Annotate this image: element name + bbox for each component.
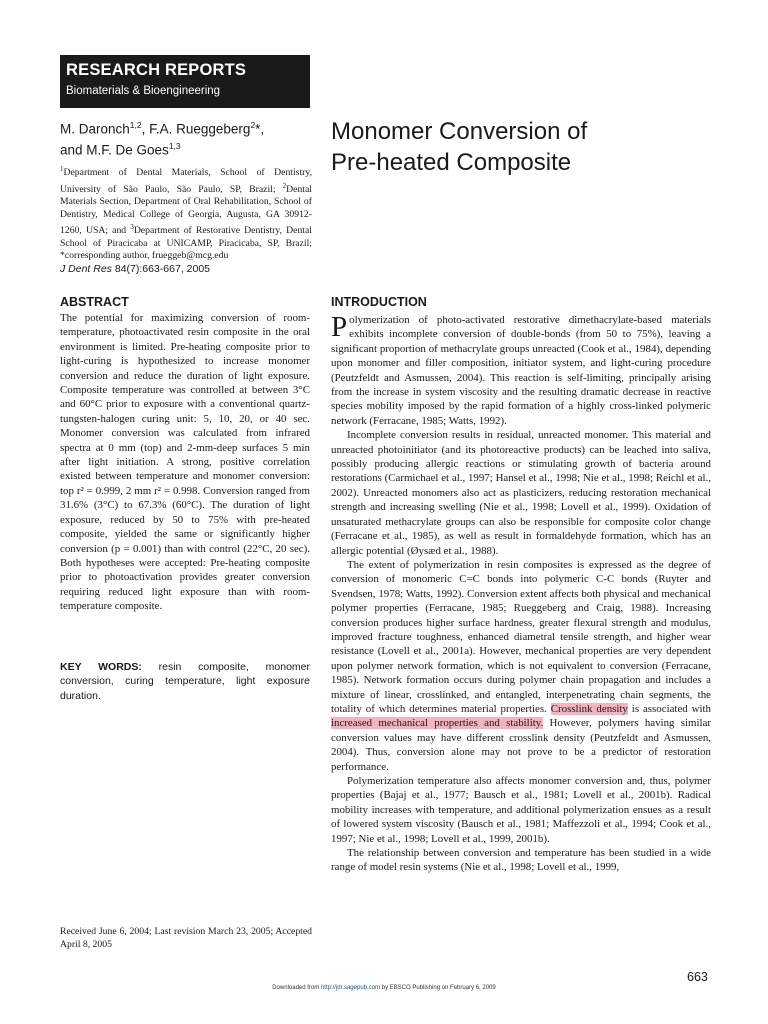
intro-paragraph bbox=[331, 313, 711, 428]
keywords-label: KEY WORDS: bbox=[60, 661, 142, 673]
intro-paragraph: Polymerization temperature also affects monomer conversion and, thus, polymer properties (Bajaj et al., 1977; Bausch et al., 1981; Lovell et al., 2001b). Radical mobility increases with temperature, and additional polymerization ensues as a result of lowered system viscosity (Bausch et al., 1981; Maffezzoli et al., 1994; Cook et al., 1997; Nie et al., 1998; Lovell et al., 1999, 2001b). bbox=[331, 775, 711, 845]
intro-text: olymerization of photo-activated restorative dimethacrylate-based materials exhibits incomplete conversion of double-bonds (from 50 to 75%), leaving a significant proportion of methacrylate groups unreacted (Cook et al., 1984), depending upon monomer and filler composition, initiator system, and light-curing procedure (Peutzfeldt and Asmussen, 2004). This reaction is self-limiting, principally arising from the increase in system viscosity and the resulting dramatic decrease in reactive species mobility imposed by the rapid formation of a highly cross-linked polymeric network (Ferracane, 1985; Watts, 1992). bbox=[331, 314, 711, 427]
footer-text: by EBSCO Publishing on February 6, 2009 bbox=[380, 985, 496, 991]
section-subtitle: Biomaterials & Bioengineering bbox=[66, 85, 221, 97]
section-banner bbox=[60, 55, 310, 108]
drop-cap: P bbox=[331, 311, 348, 343]
article-title bbox=[331, 116, 731, 178]
author-affil-sup: 1,3 bbox=[168, 140, 181, 151]
intro-text: is associated with bbox=[627, 702, 712, 715]
highlight-annotation[interactable]: increased mechanical properties and stability. bbox=[331, 717, 544, 730]
intro-paragraph bbox=[331, 558, 711, 774]
affil-text: Department of Restorative Dentistry, Dental School of Piracicaba at UNICAMP, Piracicaba, SP, Brazil; *corresponding author, fruеggeb@mcg.edu bbox=[60, 225, 312, 262]
download-footer bbox=[0, 985, 768, 991]
author-name: and M.F. De Goes bbox=[60, 142, 169, 157]
title-line: Pre-heated Composite bbox=[331, 149, 572, 176]
abstract-body bbox=[60, 311, 310, 614]
intro-paragraph: Incomplete conversion results in residual, unreacted monomer. This material and unreacted photoinitiator (and its photoreactive products) can be leached into saliva, possibly producing allergic reactions or stimulating growth of bacteria around restorations (Carmichael et al., 1997; Hansel et al., 1998; Nie et al., 1998; Reichl et al., 2002). Unreacted monomers also act as plasticizers, reducing restoration mechanical strength and increasing swelling (Nie et al., 1998; Lovell et al., 1999). Oxidation of unsaturated methacrylate groups can also be responsible for composite color change (Ferracane et al., 1985), as well as result in formaldehyde formation, which has an allergic potential (Øysæd et al., 1988). bbox=[331, 429, 711, 557]
journal-name: J Dent Res bbox=[60, 263, 112, 275]
author-affil-sup: 1,2 bbox=[129, 120, 142, 130]
affil-sup: 2 bbox=[282, 181, 287, 190]
author-name: M. Daronch bbox=[60, 121, 130, 137]
intro-text: However, polymers having similar conversion values may have different crosslink density (Peutzfeldt and Asmussen, 2004). Thus, conversion alone may not prove to be a predictor of restoration performance. bbox=[331, 717, 712, 773]
keywords-text: resin composite, monomer conversion, curing temperature, light exposure duration. bbox=[60, 661, 310, 702]
title-line: Monomer Conversion of bbox=[331, 118, 588, 145]
footer-text: Downloaded from bbox=[272, 985, 321, 991]
author-list bbox=[60, 117, 320, 158]
affil-text: Department of Dental Materials, School of Dentistry, University of São Paulo, São Paulo, SP, Brazil; bbox=[60, 167, 312, 195]
highlight-annotation[interactable]: Crosslink density bbox=[550, 702, 628, 715]
received-dates: Received June 6, 2004; Last revision March 23, 2005; Accepted April 8, 2005 bbox=[60, 926, 312, 950]
author-affil-sup: 2 bbox=[250, 120, 256, 130]
affil-text: Dental Materials Section, Department of Oral Rehabilitation, School of Dentistry, Medical College of Georgia, Augusta, GA 30912-1260, USA; and bbox=[60, 183, 312, 237]
intro-paragraph: The relationship between conversion and temperature has been studied in a wide range of model resin systems (Nie et al., 1998; Lovell et al., 1999, bbox=[331, 847, 711, 874]
affil-sup: 1 bbox=[60, 165, 64, 173]
author-name: , F.A. Rueggeberg bbox=[141, 121, 251, 137]
footer-link[interactable]: http://jdr.sagepub.com bbox=[320, 985, 380, 991]
corresponding-mark: *, bbox=[255, 121, 265, 137]
introduction-body bbox=[331, 313, 711, 875]
journal-citation bbox=[60, 263, 210, 275]
affiliations bbox=[60, 163, 312, 263]
introduction-heading: INTRODUCTION bbox=[331, 295, 427, 309]
section-title: RESEARCH REPORTS bbox=[66, 61, 247, 79]
abstract-heading: ABSTRACT bbox=[60, 295, 129, 309]
page-number: 663 bbox=[687, 970, 708, 984]
keywords bbox=[60, 660, 310, 703]
affil-sup: 3 bbox=[130, 223, 134, 232]
intro-text: The extent of polymerization in resin composites is expressed as the degree of conversion of monomeric C=C bonds into polymeric C-C bonds (Ruyter and Svendsen, 1978; Watts, 1992). Conversion extent affects both physical and mechanical polymer properties (Ferracane, 1985; Rueggeberg and Craig, 1988). Increasing conversion produces higher surface hardness, greater flexural strength and modulus, improved fracture toughness, enhanced diametral tensile strength, and higher wear resistance (Lovell et al., 2001a). However, mechanical properties are very dependent upon polymer network formation, which is not equivalent to conversion (Ferracane, 1985). Network formation occurs during polymer chain propagation and includes a mixture of linear, crosslinked, and entangled, interpenetrating chain segments, the totality of which determines material properties. bbox=[331, 558, 711, 715]
abstract-text: The potential for maximizing conversion of room-temperature, photoactivated resin composite in the oral environment is limited. Pre-heating composite prior to light-curing is hypothesized to increase monomer conversion and reduce the duration of light exposure. Composite temperature was controlled at between 3°C and 60°C prior to exposure with a conventional quartz-tungsten-halogen curing unit: 5, 10, 20, or 40 sec. Monomer conversion was calculated from infrared spectra at 0 mm (top) and 2-mm-deep surfaces 5 min after light initiation. A strong, positive correlation existed between temperature and monomer conversion: top r² = 0.999, 2 mm r² = 0.998. Conversion ranged from 31.6% (3°C) to 67.3% (60°C). The duration of light exposure, reduced by 50 to 75% with pre-heated composite, yielded the same or significantly higher conversion (p = 0.001) than with control (22°C, 20 sec). Both hypotheses were accepted: Pre-heating composite prior to photoactivation provides greater conversion requiring reduced light exposure than with room-temperature composite. bbox=[60, 312, 310, 613]
journal-ref: 84(7):663-667, 2005 bbox=[111, 263, 211, 275]
